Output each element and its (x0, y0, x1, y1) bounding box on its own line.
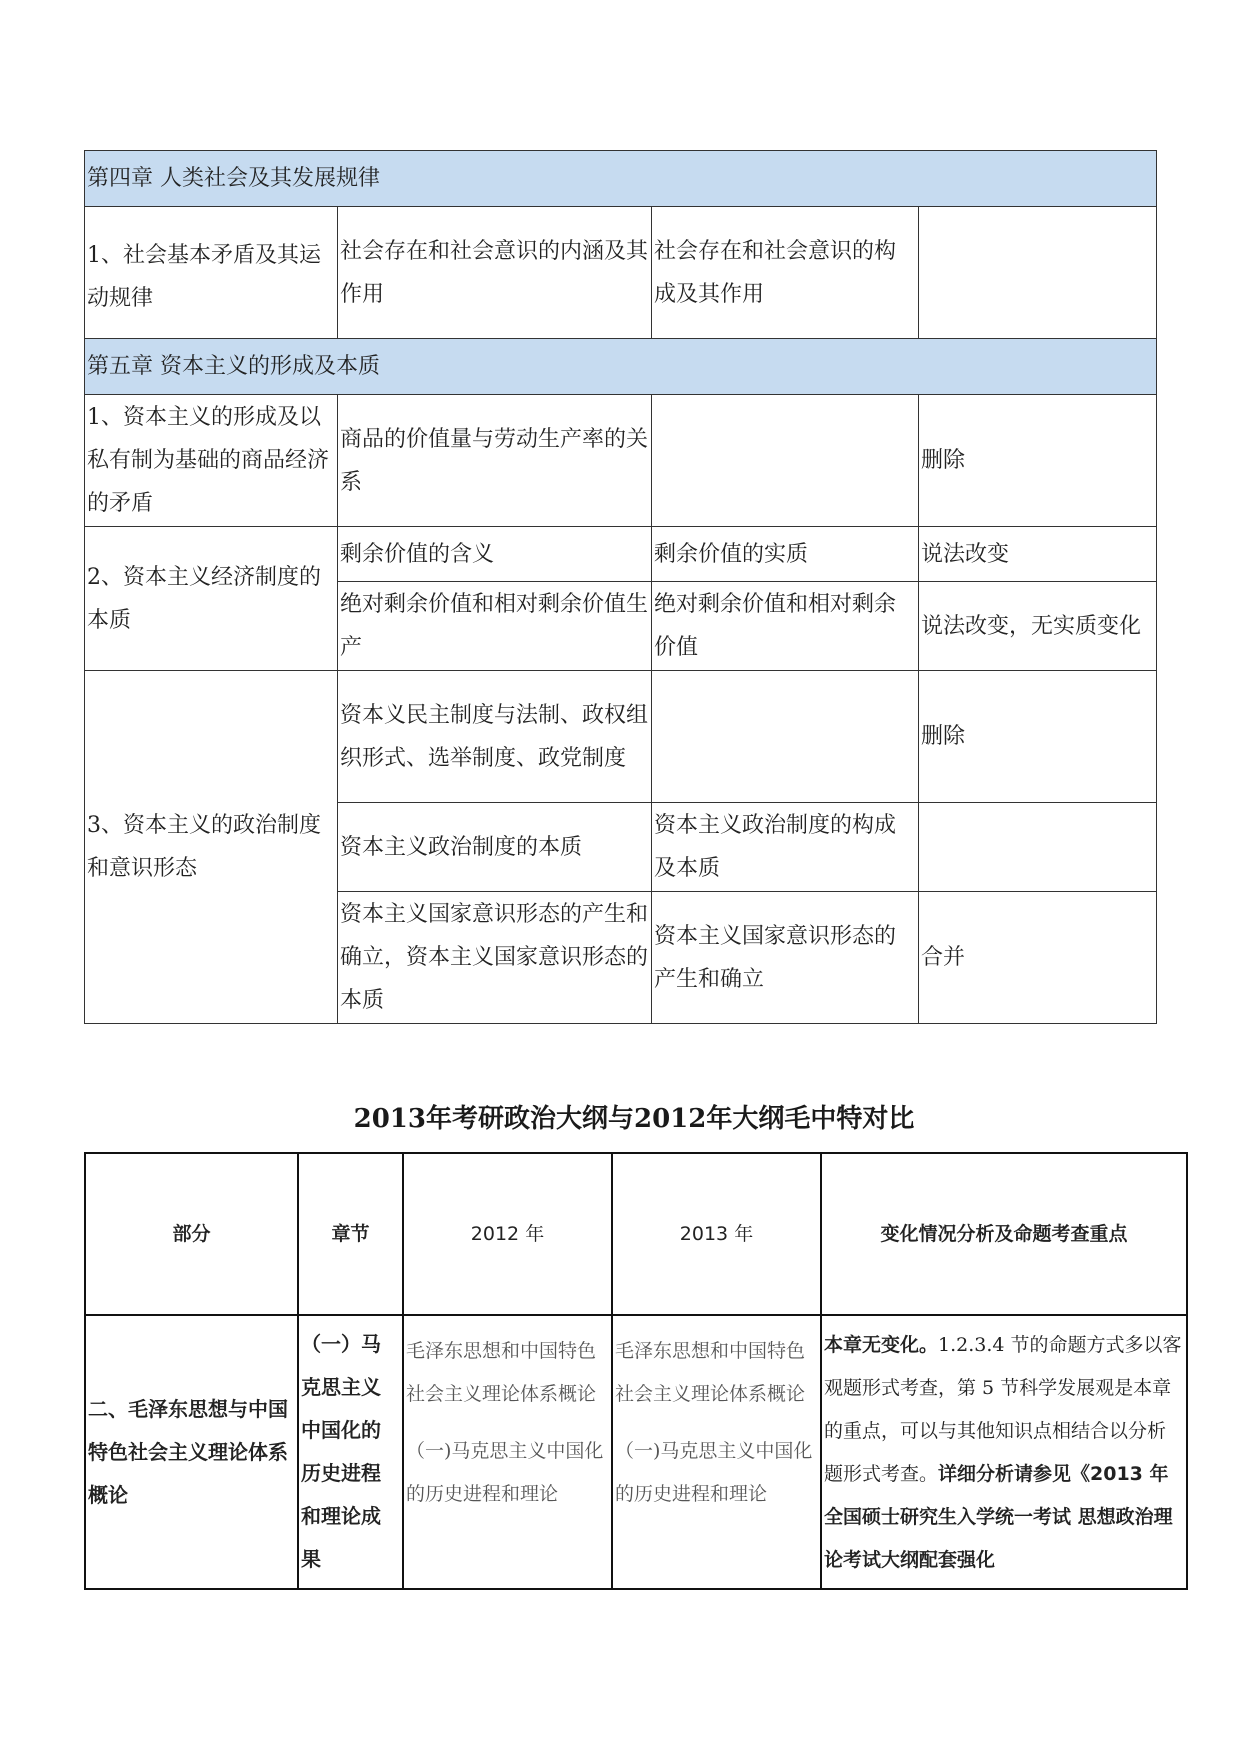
table-row (85, 1315, 1187, 1589)
part-cell: 二、毛泽东思想与中国特色社会主义理论体系概论 (85, 1315, 298, 1589)
y2013-cell: 资本主义政治制度的构成及本质 (652, 803, 919, 892)
analysis-cell (821, 1315, 1187, 1589)
y2013-cell (612, 1315, 821, 1589)
table-row (85, 527, 1157, 582)
y2013-cell (652, 395, 919, 527)
y2013-cell (652, 671, 919, 803)
chapter-5-header-row (85, 339, 1157, 395)
table-row (85, 207, 1157, 339)
change-cell: 删除 (919, 395, 1157, 527)
analysis-reference: 详细分析请参见《2013 年全国硕士研究生入学统一考试 思想政治理论考试大纲配套强化 (824, 1463, 1173, 1571)
y2013-chapter-title: （一)马克思主义中国化的历史进程和理论 (615, 1440, 813, 1505)
change-cell (919, 207, 1157, 339)
y2012-cell: 绝对剩余价值和相对剩余价值生产 (338, 582, 652, 671)
chapter-4-title: 第四章 人类社会及其发展规律 (85, 151, 1157, 207)
y2012-cell: 资本主义政治制度的本质 (338, 803, 652, 892)
y2013-cell: 剩余价值的实质 (652, 527, 919, 582)
change-cell: 删除 (919, 671, 1157, 803)
header-2013: 2013 年 (612, 1153, 821, 1315)
y2013-cell: 资本主义国家意识形态的产生和确立 (652, 892, 919, 1024)
y2012-cell: 资本义民主制度与法制、政权组织形式、选举制度、政党制度 (338, 671, 652, 803)
header-2012: 2012 年 (403, 1153, 612, 1315)
maozhongte-comparison-table (84, 1152, 1188, 1590)
y2012-chapter-title: （一)马克思主义中国化的历史进程和理论 (406, 1440, 604, 1505)
chapter-comparison-table (84, 150, 1157, 1024)
y2012-cell (403, 1315, 612, 1589)
change-cell (919, 803, 1157, 892)
header-row (85, 1153, 1187, 1315)
table-row (85, 671, 1157, 803)
section-cell: 2、资本主义经济制度的本质 (85, 527, 338, 671)
y2012-cell: 剩余价值的含义 (338, 527, 652, 582)
change-cell: 合并 (919, 892, 1157, 1024)
section-cell: 1、社会基本矛盾及其运动规律 (85, 207, 338, 339)
change-cell: 说法改变 (919, 527, 1157, 582)
y2013-cell: 社会存在和社会意识的构成及其作用 (652, 207, 919, 339)
header-part: 部分 (85, 1153, 298, 1315)
chapter-4-header-row (85, 151, 1157, 207)
y2012-book-title: 毛泽东思想和中国特色社会主义理论体系概论 (406, 1340, 597, 1405)
header-analysis: 变化情况分析及命题考查重点 (821, 1153, 1187, 1315)
y2012-cell: 商品的价值量与劳动生产率的关系 (338, 395, 652, 527)
table-row (85, 395, 1157, 527)
analysis-text: 1.2.3.4 节的命题方式多以客观题形式考查，第 5 节科学发展观是本章的重点，可以与其他知识点相结合以分析题形式考查。 (824, 1334, 1182, 1485)
y2013-book-title: 毛泽东思想和中国特色社会主义理论体系概论 (615, 1340, 806, 1405)
header-section: 章节 (298, 1153, 403, 1315)
section-cell: 1、资本主义的形成及以私有制为基础的商品经济的矛盾 (85, 395, 338, 527)
section-cell: （一）马克思主义中国化的历史进程和理论成果 (298, 1315, 403, 1589)
analysis-highlight: 本章无变化。 (824, 1334, 939, 1356)
section-title: 2013年考研政治大纲与2012年大纲毛中特对比 (353, 1104, 915, 1134)
change-cell: 说法改变，无实质变化 (919, 582, 1157, 671)
chapter-5-title: 第五章 资本主义的形成及本质 (85, 339, 1157, 395)
section-cell: 3、资本主义的政治制度和意识形态 (85, 671, 338, 1024)
y2012-cell: 资本主义国家意识形态的产生和确立，资本主义国家意识形态的本质 (338, 892, 652, 1024)
y2012-cell: 社会存在和社会意识的内涵及其作用 (338, 207, 652, 339)
y2013-cell: 绝对剩余价值和相对剩余价值 (652, 582, 919, 671)
